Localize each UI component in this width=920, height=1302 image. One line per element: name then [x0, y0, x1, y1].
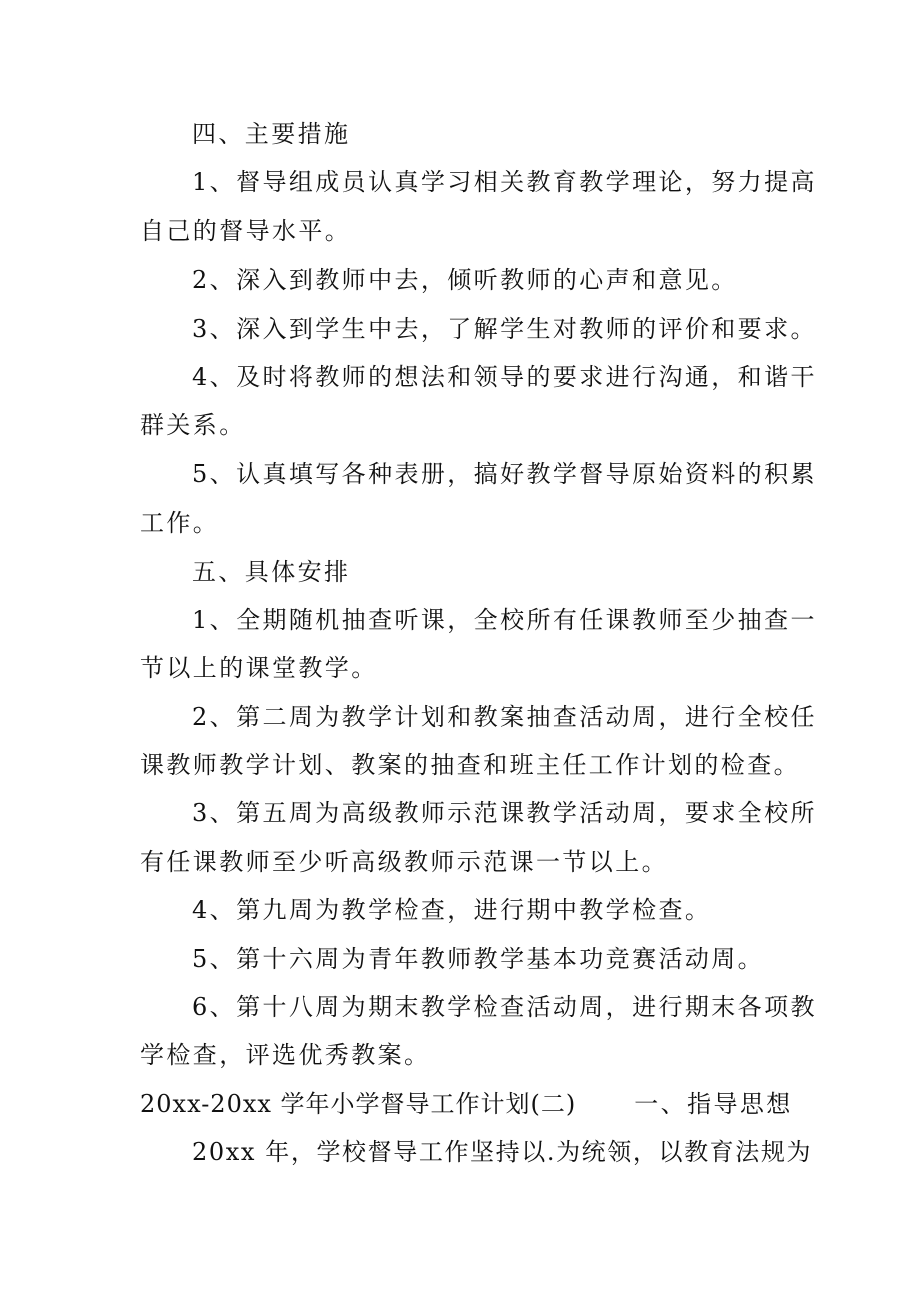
section-5-item-1-line-2: 节以上的课堂教学。: [140, 654, 378, 682]
section-5-item-6-line-2: 学检查，评选优秀教案。: [140, 1041, 431, 1069]
section-5-item-4: 4、第九周为教学检查，进行期中教学检查。: [192, 896, 712, 924]
section-4-item-4-line-2: 群关系。: [140, 411, 246, 439]
section-5-title: 五、具体安排: [192, 558, 351, 586]
section-5-item-5: 5、第十六周为青年教师教学基本功竞赛活动周。: [192, 945, 765, 973]
section-4-item-4-line-1: 4、及时将教师的想法和领导的要求进行沟通，和谐干: [192, 363, 817, 391]
section-5-item-3-line-1: 3、第五周为高级教师示范课教学活动周，要求全校所: [192, 799, 817, 827]
part-2-title: 20xx-20xx 学年小学督导工作计划(二): [140, 1090, 577, 1118]
section-4-item-3: 3、深入到学生中去，了解学生对教师的评价和要求。: [192, 315, 817, 343]
section-5-item-2-line-2: 课教师教学计划、教案的抽查和班主任工作计划的检查。: [140, 751, 800, 779]
section-5-item-2-line-1: 2、第二周为教学计划和教案抽查活动周，进行全校任: [192, 703, 817, 731]
section-4-title: 四、主要措施: [192, 120, 351, 148]
section-4-item-5-line-1: 5、认真填写各种表册，搞好教学督导原始资料的积累: [192, 460, 817, 488]
section-4-item-5-line-2: 工作。: [140, 509, 220, 537]
section-4-item-1-line-1: 1、督导组成员认真学习相关教育教学理论，努力提高: [192, 168, 817, 196]
part-2-section-1-title: 一、指导思想: [634, 1090, 793, 1118]
section-5-item-3-line-2: 有任课教师至少听高级教师示范课一节以上。: [140, 848, 668, 876]
part-2-heading-line: [140, 1088, 793, 1120]
section-5-item-6-line-1: 6、第十八周为期末教学检查活动周，进行期末各项教: [192, 993, 817, 1021]
section-4-item-2: 2、深入到教师中去，倾听教师的心声和意见。: [192, 266, 738, 294]
section-5-item-1-line-1: 1、全期随机抽查听课，全校所有任课教师至少抽查一: [192, 606, 817, 634]
section-4-item-1-line-2: 自己的督导水平。: [140, 217, 352, 245]
part-2-paragraph-1-line-1: 20xx 年，学校督导工作坚持以.为统领，以教育法规为: [192, 1138, 813, 1166]
